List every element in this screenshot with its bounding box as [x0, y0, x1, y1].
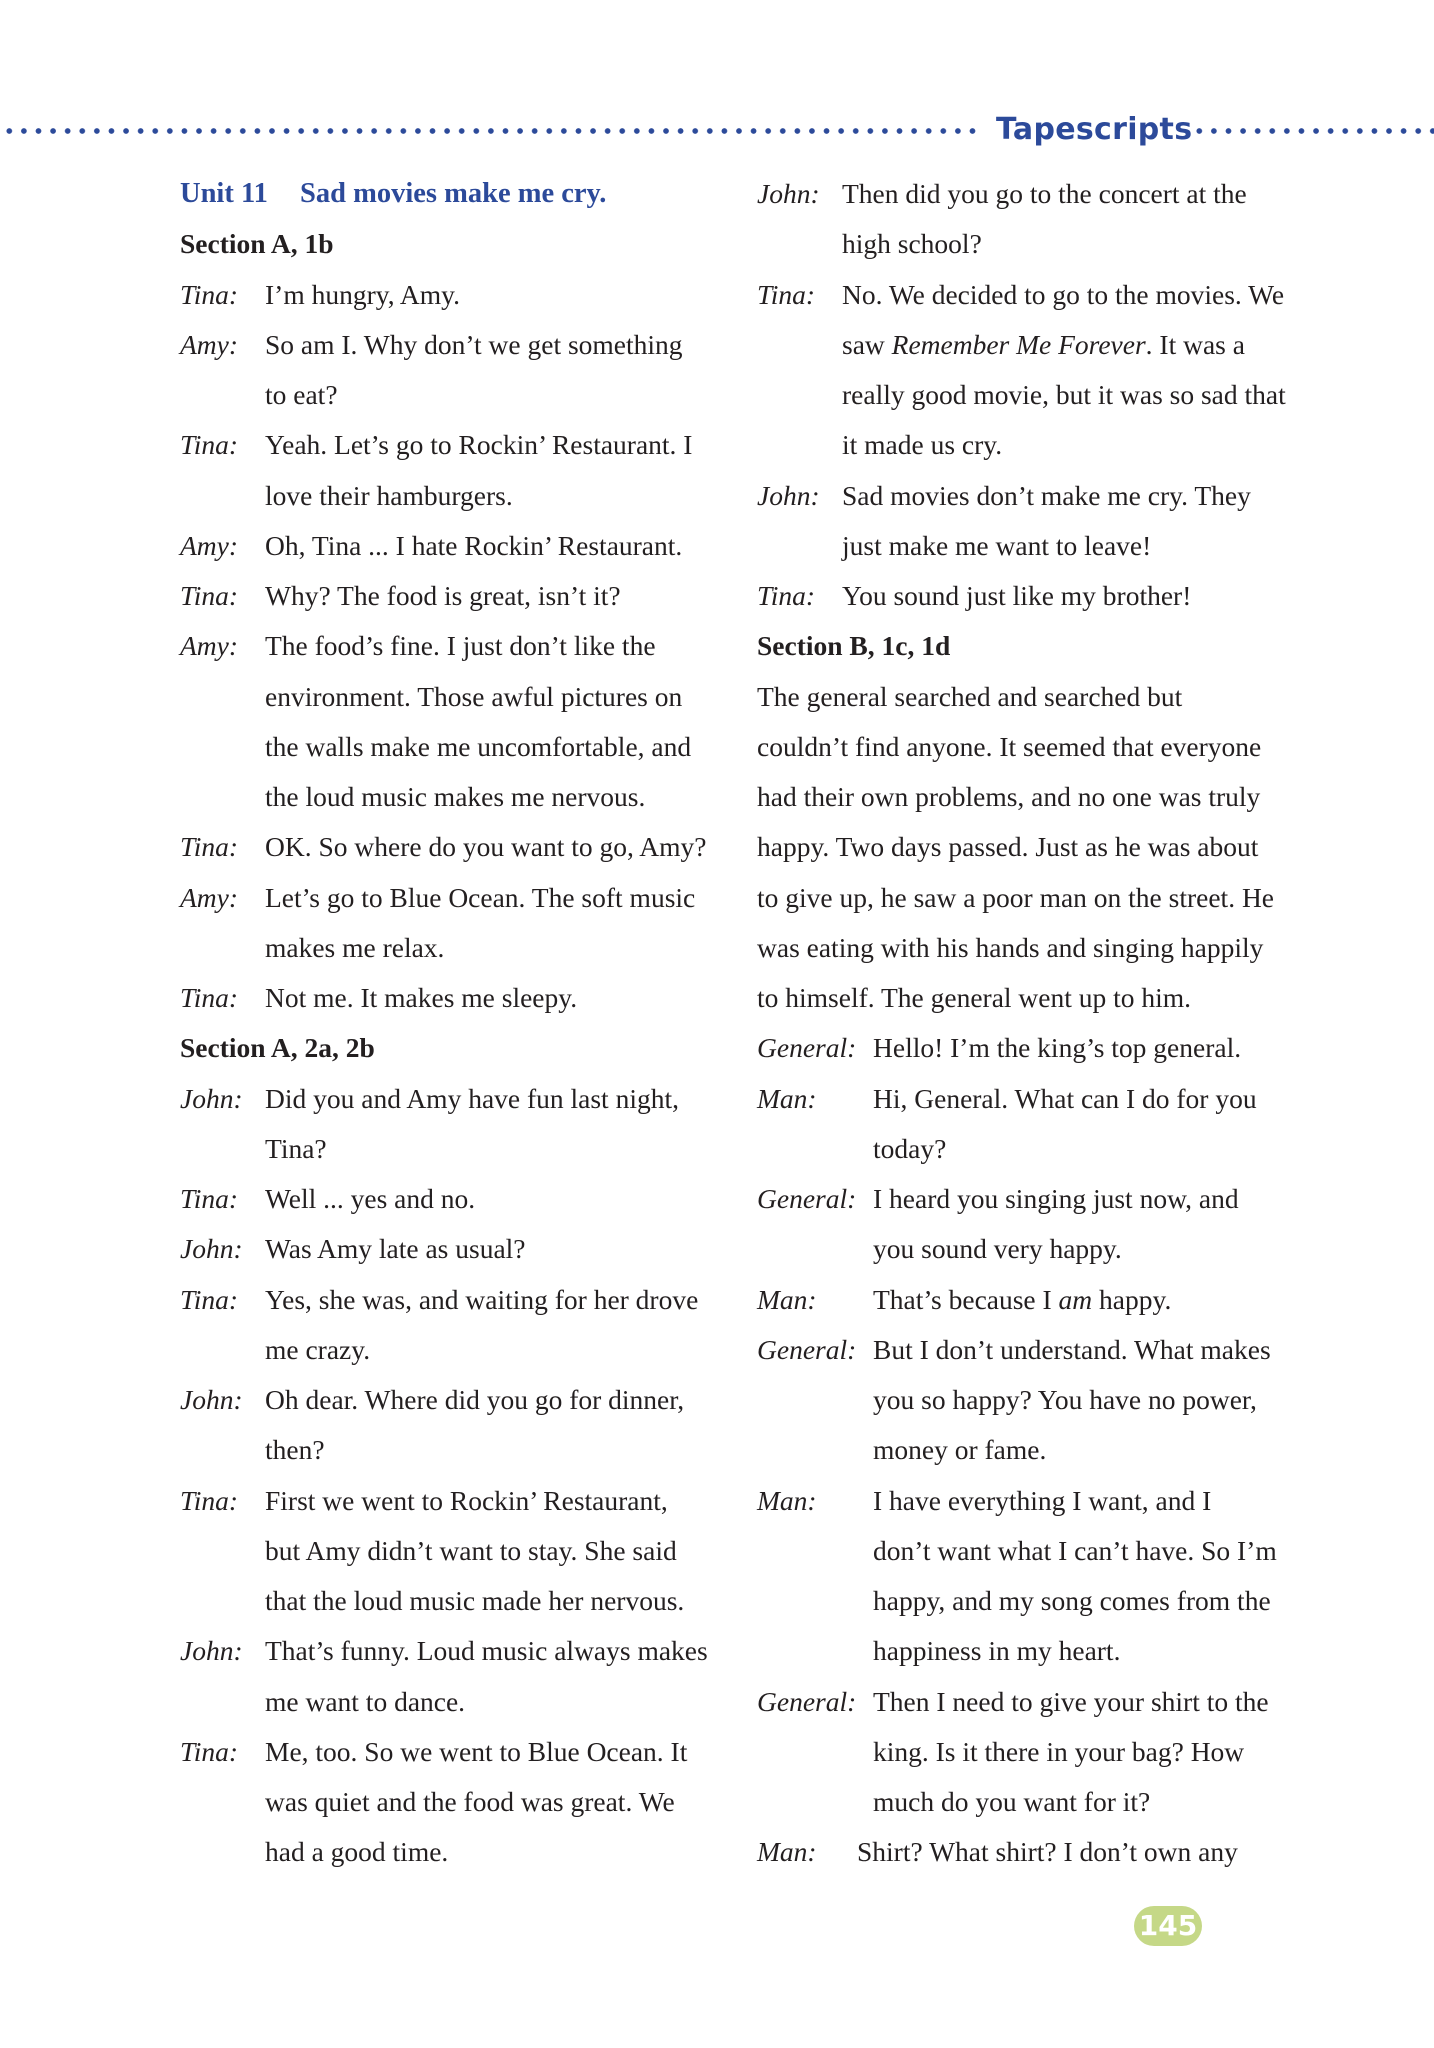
speaker-label: Tina: — [180, 1183, 239, 1214]
narrative-line: couldn’t find anyone. It seemed that everyone — [757, 730, 1262, 762]
dialogue-line — [180, 1476, 740, 1526]
dialogue-line — [757, 1224, 1317, 1274]
speaker-label: John: — [180, 1635, 243, 1667]
dialogue-text-pre: saw — [842, 328, 892, 360]
speaker-label: Amy: — [180, 630, 239, 662]
dialogue-line — [180, 923, 740, 973]
speaker-label: Tina: — [180, 831, 239, 863]
speaker-label: Tina: — [180, 580, 239, 611]
dialogue-line — [180, 672, 740, 722]
dialogue-text: I heard you singing just now, and — [873, 1183, 1239, 1214]
dialogue-text: happiness in my heart. — [873, 1635, 1121, 1667]
dialogue-text: it made us cry. — [842, 429, 1003, 461]
dialogue-line — [180, 420, 740, 470]
speaker-label: Man: — [757, 1836, 817, 1868]
dialogue-line — [180, 1827, 740, 1877]
speaker-label: Tina: — [180, 429, 239, 461]
dialogue-text: No. We decided to go to the movies. We — [842, 278, 1285, 310]
narrative-line: was eating with his hands and singing happily — [757, 931, 1264, 963]
dialogue-line — [180, 1224, 740, 1274]
speaker-label: John: — [757, 178, 820, 209]
dialogue-line — [757, 219, 1317, 269]
dialogue-text: Oh dear. Where did you go for dinner, — [265, 1384, 685, 1415]
dialogue-text: but Amy didn’t want to stay. She said — [265, 1534, 677, 1566]
dialogue-text: Shirt? What shirt? I don’t own any — [857, 1836, 1238, 1868]
dialogue-text: First we went to Rockin’ Restaurant, — [265, 1484, 668, 1516]
dialogue-line — [757, 1727, 1317, 1777]
dialogue-text: the loud music makes me nervous. — [265, 781, 646, 812]
dialogue-line — [757, 1023, 1317, 1073]
section-heading: Section B, 1c, 1d — [757, 630, 951, 662]
dialogue-text: environment. Those awful pictures on — [265, 680, 683, 712]
dialogue-line — [757, 370, 1317, 420]
dialogue-text-post: happy. — [1092, 1283, 1172, 1315]
emphasis-word: am — [1058, 1283, 1093, 1315]
dialogue-text: me crazy. — [265, 1333, 371, 1365]
dialogue-text: the walls make me uncomfortable, and — [265, 730, 692, 762]
dialogue-line — [757, 1375, 1317, 1425]
dialogue-text: just make me want to leave! — [842, 529, 1152, 561]
dialogue-text: that the loud music made her nervous. — [265, 1585, 685, 1616]
speaker-label: Tina: — [180, 278, 239, 310]
dialogue-text: Hi, General. What can I do for you — [873, 1082, 1257, 1114]
dialogue-line — [180, 1174, 740, 1224]
dialogue-text: But I don’t understand. What makes — [873, 1333, 1271, 1365]
narrative-line: to himself. The general went up to him. — [757, 982, 1192, 1013]
dialogue-line — [180, 1526, 740, 1576]
speaker-label: Man: — [757, 1082, 817, 1114]
speaker-label: John: — [180, 1233, 243, 1265]
dialogue-text: Was Amy late as usual? — [265, 1233, 526, 1265]
speaker-label: Tina: — [180, 982, 239, 1013]
dialogue-line — [180, 822, 740, 872]
dialogue-line — [180, 471, 740, 521]
dialogue-text: happy, and my song comes from the — [873, 1585, 1271, 1616]
dialogue-text: to eat? — [265, 379, 338, 410]
dialogue-text: OK. So where do you want to go, Amy? — [265, 831, 707, 863]
dialogue-text-post: . It was a — [1145, 328, 1245, 360]
speaker-label: Tina: — [180, 1735, 239, 1767]
dialogue-text: Then I need to give your shirt to the — [873, 1685, 1269, 1717]
dialogue-text-pre: That’s because I — [873, 1283, 1059, 1315]
dialogue-line — [757, 1476, 1317, 1526]
speaker-label: General: — [757, 1333, 857, 1365]
dialogue-line — [757, 320, 1317, 370]
dialogue-line — [757, 1677, 1317, 1727]
dialogue-line — [757, 1124, 1317, 1174]
dialogue-line — [757, 1777, 1317, 1827]
narrative-line: had their own problems, and no one was truly — [757, 781, 1261, 812]
dialogue-text: Well ... yes and no. — [265, 1183, 476, 1214]
dialogue-line — [757, 1626, 1317, 1676]
dialogue-line — [757, 1275, 1317, 1325]
dialogue-text: Yeah. Let’s go to Rockin’ Restaurant. I — [265, 429, 693, 461]
narrative-line: happy. Two days passed. Just as he was about — [757, 831, 1259, 863]
dialogue-text: Then did you go to the concert at the — [842, 178, 1247, 209]
speaker-label: Tina: — [180, 1484, 239, 1516]
dialogue-line — [757, 420, 1317, 470]
section-heading: Section A, 2a, 2b — [180, 1032, 375, 1064]
dotted-rule-left — [2, 128, 982, 134]
speaker-label: General: — [757, 1183, 857, 1214]
dialogue-text: don’t want what I can’t have. So I’m — [873, 1534, 1277, 1566]
dialogue-line — [180, 1727, 740, 1777]
speaker-label: Tina: — [180, 1283, 239, 1315]
dialogue-line — [757, 169, 1317, 219]
speaker-label: Man: — [757, 1283, 817, 1315]
dialogue-text: much do you want for it? — [873, 1786, 1151, 1817]
speaker-label: Tina: — [757, 580, 816, 611]
dialogue-text: The food’s fine. I just don’t like the — [265, 630, 656, 662]
section-heading: Section A, 1b — [180, 228, 334, 260]
dialogue-text: love their hamburgers. — [265, 479, 513, 511]
narrative-line: to give up, he saw a poor man on the street. He — [757, 881, 1275, 913]
dialogue-line — [180, 370, 740, 420]
speaker-label: Amy: — [180, 328, 239, 360]
dialogue-line — [757, 1174, 1317, 1224]
dialogue-line — [180, 1325, 740, 1375]
dialogue-line — [180, 320, 740, 370]
dialogue-text: today? — [873, 1132, 947, 1164]
dialogue-text: high school? — [842, 228, 982, 260]
dialogue-text: That’s funny. Loud music always makes — [265, 1635, 708, 1667]
speaker-label: Amy: — [180, 529, 239, 561]
dialogue-text: Oh, Tina ... I hate Rockin’ Restaurant. — [265, 529, 683, 561]
dialogue-line — [757, 1074, 1317, 1124]
right-column — [757, 169, 1317, 1878]
dialogue-text: I’m hungry, Amy. — [265, 278, 461, 310]
dialogue-line — [180, 873, 740, 923]
dialogue-text: You sound just like my brother! — [842, 580, 1192, 611]
dialogue-text: you so happy? You have no power, — [873, 1384, 1257, 1415]
movie-title: Remember Me Forever — [891, 328, 1146, 360]
dialogue-line — [757, 1827, 1317, 1877]
speaker-label: General: — [757, 1685, 857, 1717]
dialogue-text: me want to dance. — [265, 1685, 466, 1717]
page-number: 145 — [1134, 1906, 1202, 1946]
dialogue-line — [180, 722, 740, 772]
left-column — [180, 169, 740, 1878]
dialogue-text: you sound very happy. — [873, 1233, 1122, 1265]
dialogue-text: I have everything I want, and I — [873, 1484, 1212, 1516]
dialogue-line — [757, 1526, 1317, 1576]
dialogue-text: Let’s go to Blue Ocean. The soft music — [265, 881, 696, 913]
dialogue-text: Tina? — [265, 1132, 327, 1164]
unit-title: Sad movies make me cry. — [300, 178, 607, 209]
dialogue-line — [757, 521, 1317, 571]
dialogue-line — [180, 973, 740, 1023]
dialogue-line — [757, 1325, 1317, 1375]
speaker-label: Man: — [757, 1484, 817, 1516]
dialogue-line — [180, 1777, 740, 1827]
dialogue-line — [180, 1626, 740, 1676]
unit-number: Unit 11 — [180, 178, 268, 209]
dialogue-text: Did you and Amy have fun last night, — [265, 1082, 679, 1114]
dialogue-line — [757, 571, 1317, 621]
dialogue-text: had a good time. — [265, 1836, 449, 1868]
dialogue-text: Sad movies don’t make me cry. They — [842, 479, 1251, 511]
dialogue-line — [180, 1275, 740, 1325]
dialogue-text: Yes, she was, and waiting for her drove — [265, 1283, 699, 1315]
dialogue-text: was quiet and the food was great. We — [265, 1786, 675, 1817]
dialogue-text: Me, too. So we went to Blue Ocean. It — [265, 1735, 688, 1767]
speaker-label: John: — [757, 479, 820, 511]
dialogue-text: king. Is it there in your bag? How — [873, 1735, 1245, 1767]
dialogue-line — [757, 471, 1317, 521]
dialogue-line — [180, 772, 740, 822]
dialogue-text: makes me relax. — [265, 931, 445, 963]
speaker-label: General: — [757, 1032, 857, 1064]
speaker-label: John: — [180, 1082, 243, 1114]
dotted-rule-right — [1192, 128, 1434, 134]
dialogue-line — [180, 1576, 740, 1626]
dialogue-line — [757, 270, 1317, 320]
dialogue-text: Not me. It makes me sleepy. — [265, 982, 578, 1013]
dialogue-line — [180, 1677, 740, 1727]
dialogue-text: then? — [265, 1434, 325, 1466]
dialogue-line — [180, 1425, 740, 1475]
dialogue-line — [180, 571, 740, 621]
dialogue-text: money or fame. — [873, 1434, 1047, 1466]
speaker-label: John: — [180, 1384, 243, 1415]
dialogue-line — [180, 270, 740, 320]
dialogue-line — [180, 621, 740, 671]
dialogue-text: So am I. Why don’t we get something — [265, 328, 683, 360]
unit-heading — [180, 169, 740, 219]
dialogue-text: Why? The food is great, isn’t it? — [265, 580, 621, 611]
dialogue-line — [180, 1074, 740, 1124]
dialogue-line — [757, 1576, 1317, 1626]
dialogue-line — [757, 1425, 1317, 1475]
speaker-label: Tina: — [757, 278, 816, 310]
dialogue-text: really good movie, but it was so sad that — [842, 379, 1286, 410]
speaker-label: Amy: — [180, 881, 239, 913]
header-title: Tapescripts — [996, 112, 1193, 147]
dialogue-line — [180, 1124, 740, 1174]
header-rule — [0, 112, 1434, 148]
dialogue-line — [180, 521, 740, 571]
dialogue-text: Hello! I’m the king’s top general. — [873, 1032, 1242, 1064]
narrative-line: The general searched and searched but — [757, 680, 1183, 712]
dialogue-line — [180, 1375, 740, 1425]
